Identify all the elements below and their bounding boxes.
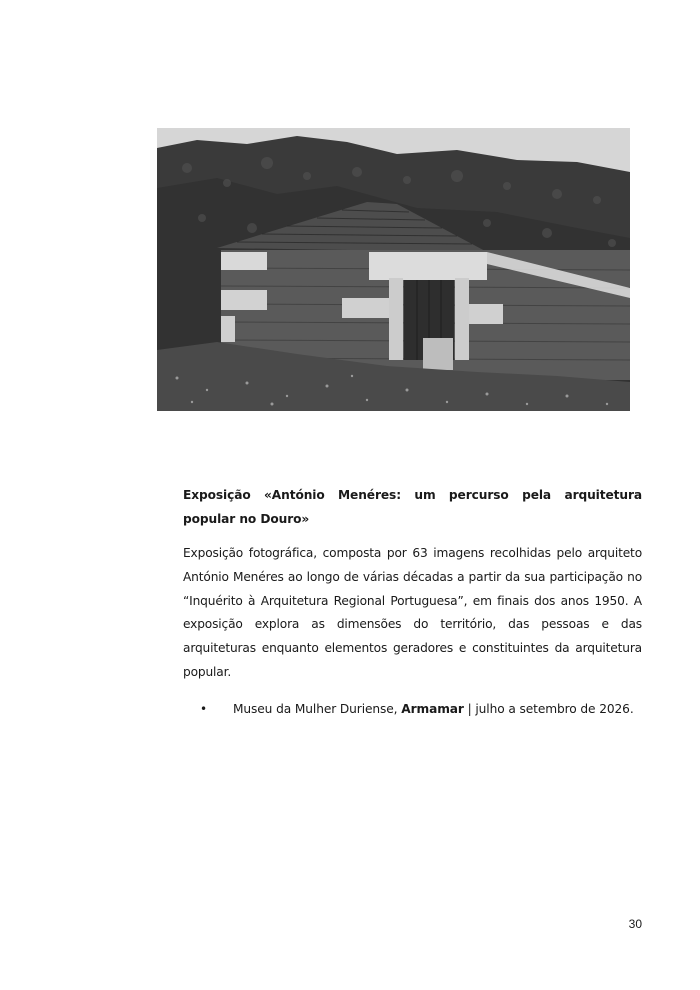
- venue-text: [233, 697, 642, 721]
- bullet-marker: •: [200, 702, 208, 716]
- exhibition-title: Exposição «António Menéres: um percurso pela arquitetura popular no Douro»: [183, 488, 642, 526]
- venue-list-item: [183, 697, 642, 721]
- exhibition-description: Exposição fotográfica, composta por 63 imagens recolhidas pelo arquiteto António Menéres ao longo de várias décadas a partir da sua participação no “Inquérito à Arquitetura Regional Portuguesa”, em finais dos anos 1950. A exposição explora as dimensões do território, das pessoas e das arquiteturas enquanto elementos geradores e constituintes da arquitetura popular.: [183, 546, 642, 679]
- venue-location: Armamar: [401, 702, 464, 716]
- venue-dates: | julho a setembro de 2026.: [463, 702, 634, 716]
- photo-illustration: [157, 128, 630, 411]
- exhibition-photo: [157, 128, 630, 411]
- page-number: 30: [628, 917, 642, 931]
- venue-museum: Museu da Mulher Duriense,: [233, 702, 402, 716]
